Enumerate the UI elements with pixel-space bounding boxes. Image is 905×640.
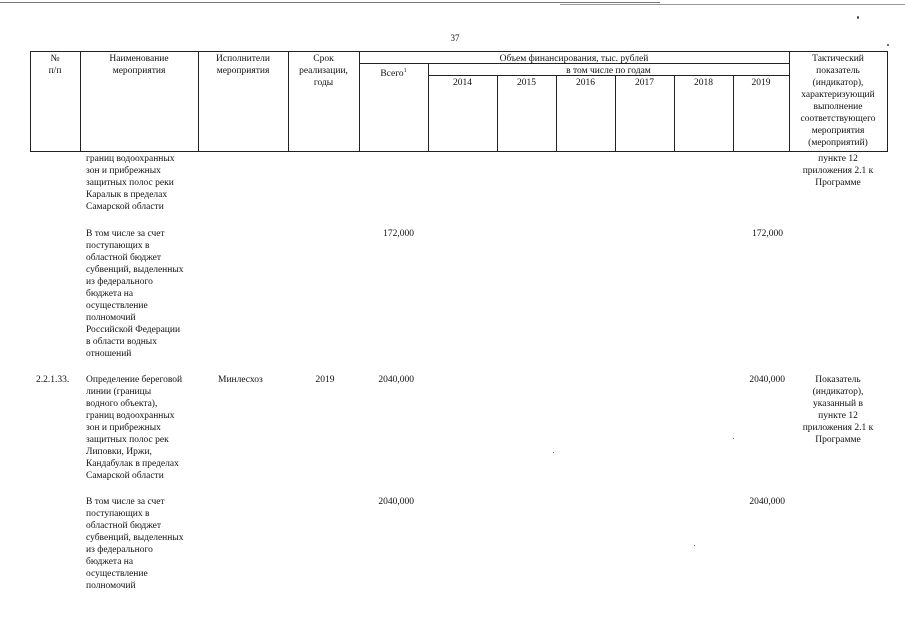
header-total-footnote: 1	[403, 68, 407, 74]
subrow-2-2019: 2040,000	[749, 497, 785, 507]
header-year-2014: 2014	[453, 78, 472, 88]
header-name: Наименование мероприятия	[109, 54, 169, 76]
header-year-2019: 2019	[751, 78, 771, 88]
item-indicator: Показатель (индикатор), указанный в пункте 12 приложения 2.1 к Программе	[802, 375, 874, 445]
scan-speck	[887, 44, 889, 46]
header-bottom-border	[30, 151, 887, 152]
item-total: 2040,000	[378, 375, 414, 385]
item-name: Определение береговой линии (границы водного объекта), границ водоохранных зон и прибрежных защитных полос рек Липовки, Иржи, Кандабулак в пределах Самарской области	[86, 375, 183, 481]
header-years-group: в том числе по годам	[566, 66, 651, 76]
header-total	[359, 65, 428, 80]
table-right-border	[887, 51, 888, 152]
item-term: 2019	[315, 375, 335, 385]
scan-speck	[857, 16, 859, 19]
scan-edge-line	[560, 4, 905, 5]
header-term: Срок реализации, годы	[299, 54, 348, 88]
header-executors: Исполнители мероприятия	[216, 54, 270, 76]
header-year-2017: 2017	[635, 78, 654, 88]
subrow-1-name: В том числе за счет поступающих в областной бюджет субвенций, выделенных из федерального бюджета на осуществление полномочий Российской Федерации в области водных отношений	[86, 229, 184, 359]
subrow-1-total: 172,000	[383, 229, 414, 239]
subrow-2-total: 2040,000	[378, 497, 414, 507]
header-year-2018: 2018	[694, 78, 713, 88]
cont-row-name: границ водоохранных зон и прибрежных защитных полос реки Каралык в пределах Самарской области	[86, 154, 175, 212]
cont-row-indicator: пункте 12 приложения 2.1 к Программе	[802, 154, 874, 188]
item-number: 2.2.1.33.	[36, 375, 70, 385]
scan-edge-line	[0, 2, 660, 3]
page-number: 37	[450, 33, 460, 43]
header-indicator: Тактический показатель (индикатор), характеризующий выполнение соответствующего мероприятия (мероприятий)	[800, 54, 876, 148]
header-year-2016: 2016	[576, 78, 595, 88]
header-num: № п/п	[48, 54, 62, 76]
table-top-border	[30, 51, 887, 52]
scan-speck	[733, 438, 734, 439]
header-year-2015: 2015	[517, 78, 536, 88]
header-funding: Объем финансирования, тыс. рублей	[499, 54, 649, 64]
header-total-label: Всего	[380, 69, 404, 80]
subrow-1-2019: 172,000	[752, 229, 783, 239]
scan-speck	[553, 452, 554, 453]
item-2019: 2040,000	[749, 375, 785, 385]
scan-speck	[694, 545, 695, 546]
item-executor: Минлесхоз	[218, 375, 263, 385]
subrow-2-name: В том числе за счет поступающих в областной бюджет субвенций, выделенных из федерального бюджета на осуществление полномочий	[86, 497, 184, 591]
